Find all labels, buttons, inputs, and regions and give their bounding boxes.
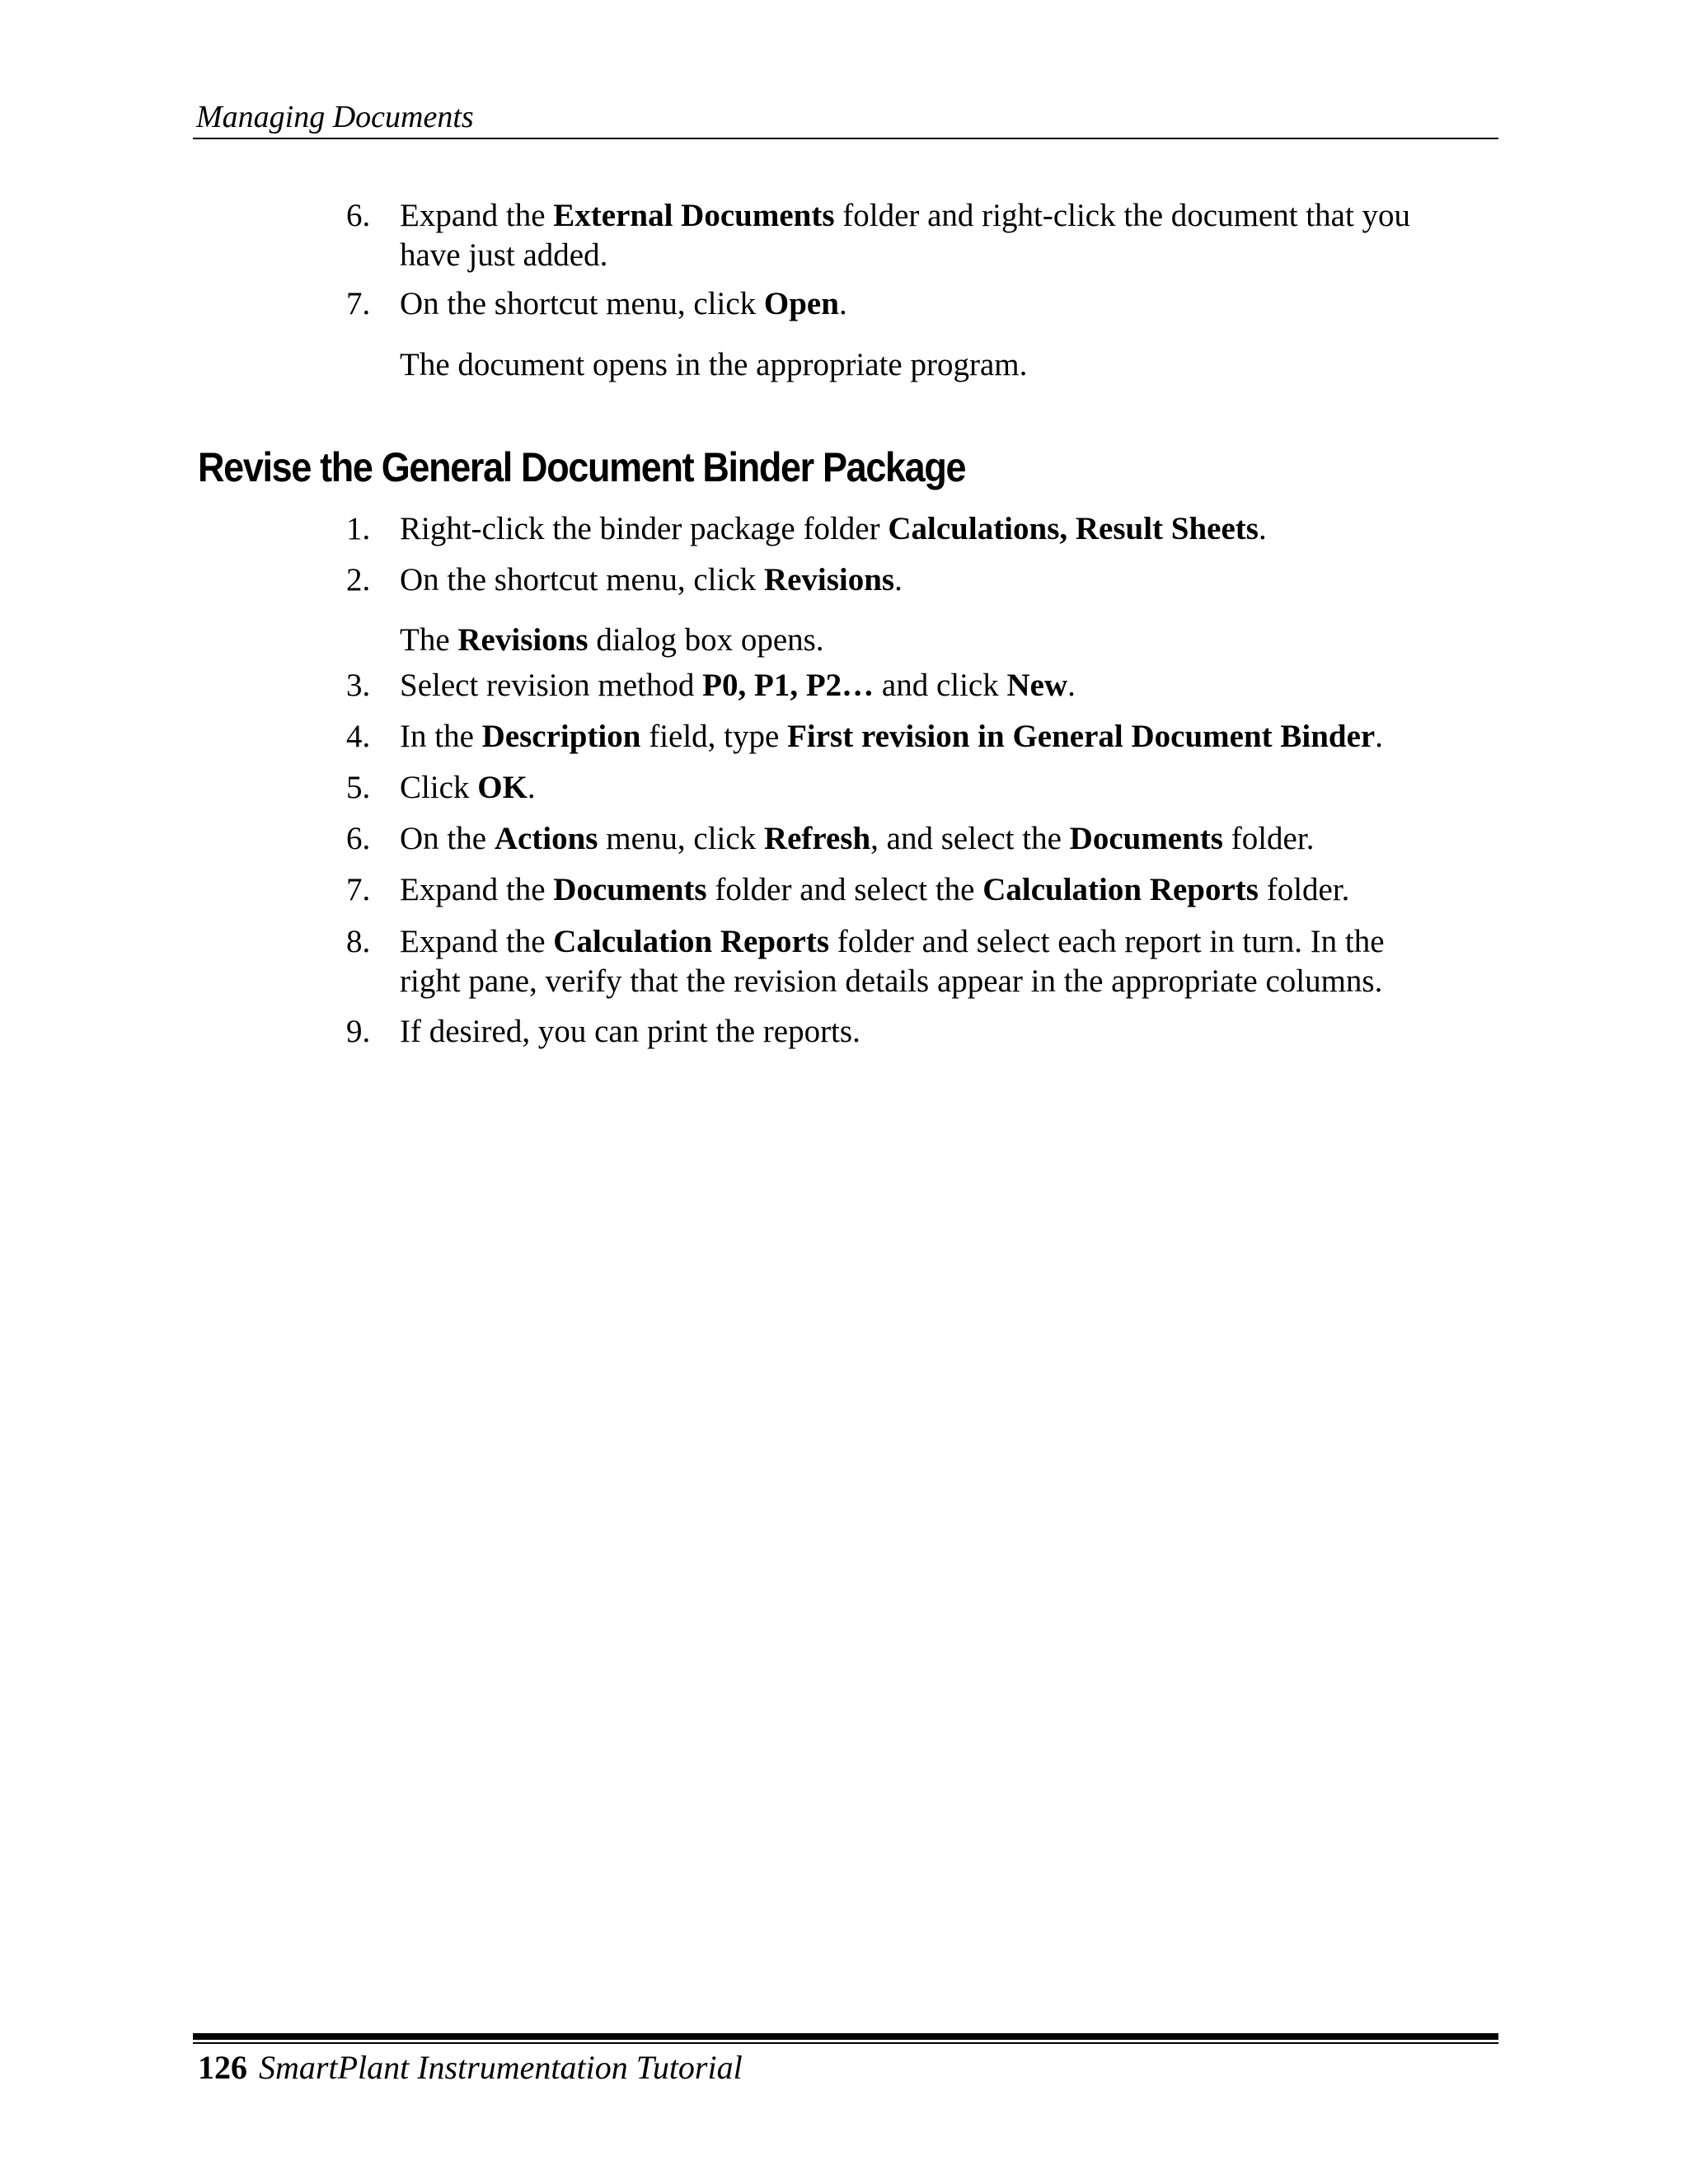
emphasized-term: First revision in General Document Binder xyxy=(787,719,1376,754)
step-text: On the shortcut menu, click Revisions. xyxy=(400,562,903,598)
section-step-1 xyxy=(346,509,1442,549)
footer-rule-thin xyxy=(193,2042,1498,2044)
section-step-6 xyxy=(346,819,1442,859)
running-header: Managing Documents xyxy=(196,100,474,134)
emphasized-term: Description xyxy=(481,719,641,754)
step-number: 7. xyxy=(346,872,371,907)
step-text: Right-click the binder package folder Calculations, Result Sheets. xyxy=(400,511,1267,546)
emphasized-term: P0, P1, P2… xyxy=(702,668,874,703)
step-text: If desired, you can print the reports. xyxy=(400,1014,860,1049)
step-number: 5. xyxy=(346,770,371,805)
header-rule xyxy=(193,138,1498,139)
footer-rule-thick xyxy=(193,2033,1498,2040)
step-number: 1. xyxy=(346,511,371,546)
emphasized-term: New xyxy=(1006,668,1068,703)
section-step-8 xyxy=(346,922,1442,1001)
footer-title: SmartPlant Instrumentation Tutorial xyxy=(259,2049,743,2086)
step-number: 6. xyxy=(346,821,371,856)
emphasized-term: External Documents xyxy=(553,198,835,233)
step-text: Expand the External Documents folder and right-click the document that you have just added. xyxy=(400,198,1411,273)
intro-step-7 xyxy=(346,284,1442,324)
section-step-2 xyxy=(346,560,1442,600)
emphasized-term: Open xyxy=(763,286,839,321)
intro-step-6 xyxy=(346,196,1442,275)
emphasized-term: Documents xyxy=(553,872,707,907)
step-text: Expand the Calculation Reports folder and select each report in turn. In the right pane, verify that the revision details appear in the appropriate columns. xyxy=(400,924,1385,999)
section-step-7 xyxy=(346,870,1442,910)
emphasized-term: Refresh xyxy=(763,821,871,856)
emphasized-term: Actions xyxy=(494,821,598,856)
emphasized-term: Calculation Reports xyxy=(982,872,1259,907)
step-text: Click OK. xyxy=(400,770,536,805)
step-number: 6. xyxy=(346,198,371,233)
step-number: 3. xyxy=(346,668,371,703)
section-step-5 xyxy=(346,768,1442,808)
emphasized-term: Calculations, Result Sheets xyxy=(888,511,1259,546)
step-text: In the Description field, type First revision in General Document Binder. xyxy=(400,719,1383,754)
emphasized-term: OK xyxy=(477,770,528,805)
step-text: On the shortcut menu, click Open. xyxy=(400,286,847,321)
step-number: 7. xyxy=(346,286,371,321)
section-step-3 xyxy=(346,666,1442,705)
step-text: Expand the Documents folder and select the Calculation Reports folder. xyxy=(400,872,1350,907)
step-number: 2. xyxy=(346,562,371,598)
step-text: On the Actions menu, click Refresh, and select the Documents folder. xyxy=(400,821,1315,856)
step-text: Select revision method P0, P1, P2… and click New. xyxy=(400,668,1076,703)
emphasized-term: Documents xyxy=(1069,821,1223,856)
emphasized-term: Calculation Reports xyxy=(553,924,830,959)
section-step-4 xyxy=(346,717,1442,757)
page-number: 126 xyxy=(198,2049,247,2086)
section-note: The Revisions dialog box opens. xyxy=(400,622,824,658)
step-number: 9. xyxy=(346,1014,371,1049)
intro-note: The document opens in the appropriate program. xyxy=(400,347,1028,382)
step-number: 4. xyxy=(346,719,371,754)
emphasized-term: Revisions xyxy=(457,622,588,658)
section-step-9 xyxy=(346,1012,1442,1052)
emphasized-term: Revisions xyxy=(763,562,895,598)
page-footer xyxy=(198,2048,743,2087)
section-heading: Revise the General Document Binder Package xyxy=(198,444,966,490)
step-number: 8. xyxy=(346,924,371,959)
